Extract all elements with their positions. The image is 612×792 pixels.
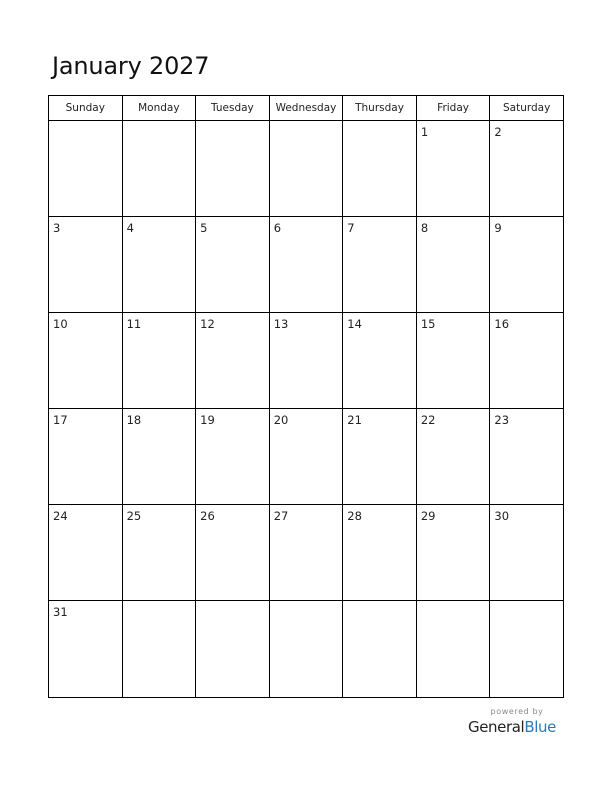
day-cell bbox=[490, 121, 564, 217]
day-number: 13 bbox=[273, 317, 289, 331]
day-number bbox=[490, 601, 563, 605]
day-number: 11 bbox=[126, 317, 142, 331]
day-number: 18 bbox=[126, 413, 142, 427]
day-number bbox=[49, 121, 122, 125]
day-number bbox=[270, 601, 343, 605]
day-number: 22 bbox=[420, 413, 436, 427]
day-cell bbox=[490, 505, 564, 601]
day-cell bbox=[122, 121, 196, 217]
day-cell bbox=[49, 505, 123, 601]
day-cell bbox=[416, 409, 490, 505]
day-number bbox=[343, 121, 416, 125]
day-cell bbox=[196, 409, 270, 505]
day-cell bbox=[343, 313, 417, 409]
day-number: 15 bbox=[420, 317, 436, 331]
week-row-5 bbox=[49, 505, 564, 601]
day-cell bbox=[416, 505, 490, 601]
day-number bbox=[196, 601, 269, 605]
day-number bbox=[123, 601, 196, 605]
day-cell bbox=[490, 409, 564, 505]
day-cell bbox=[49, 217, 123, 313]
day-cell bbox=[416, 217, 490, 313]
day-cell bbox=[343, 217, 417, 313]
day-cell bbox=[196, 313, 270, 409]
day-number: 9 bbox=[494, 221, 502, 235]
weekday-header-wednesday: Wednesday bbox=[269, 96, 343, 121]
day-number bbox=[196, 121, 269, 125]
calendar-grid bbox=[48, 95, 564, 698]
day-number: 20 bbox=[273, 413, 289, 427]
day-cell bbox=[196, 121, 270, 217]
day-number: 10 bbox=[53, 317, 68, 331]
day-number: 24 bbox=[53, 509, 68, 523]
day-number: 27 bbox=[273, 509, 289, 523]
day-cell bbox=[416, 121, 490, 217]
weekday-header-sunday: Sunday bbox=[49, 96, 123, 121]
day-cell bbox=[196, 217, 270, 313]
day-number: 23 bbox=[494, 413, 510, 427]
day-cell bbox=[49, 601, 123, 698]
day-number: 1 bbox=[420, 125, 429, 139]
day-cell bbox=[416, 313, 490, 409]
day-number bbox=[123, 121, 196, 125]
day-cell bbox=[122, 505, 196, 601]
brand-general-text: General bbox=[468, 718, 525, 736]
day-number: 14 bbox=[347, 317, 362, 331]
day-number bbox=[417, 601, 490, 605]
day-number: 4 bbox=[126, 221, 134, 235]
day-number: 6 bbox=[273, 221, 282, 235]
day-cell bbox=[343, 505, 417, 601]
day-cell bbox=[416, 601, 490, 698]
week-row-6 bbox=[49, 601, 564, 698]
calendar-title: January 2027 bbox=[52, 52, 210, 80]
day-cell bbox=[122, 409, 196, 505]
day-cell bbox=[49, 313, 123, 409]
day-number bbox=[270, 121, 343, 125]
weekday-header-saturday: Saturday bbox=[490, 96, 564, 121]
week-row-2 bbox=[49, 217, 564, 313]
day-cell bbox=[490, 601, 564, 698]
week-row-1 bbox=[49, 121, 564, 217]
day-number: 12 bbox=[200, 317, 215, 331]
day-number: 29 bbox=[420, 509, 436, 523]
day-cell bbox=[122, 313, 196, 409]
day-number: 3 bbox=[53, 221, 61, 235]
day-number: 28 bbox=[347, 509, 362, 523]
weekday-header-monday: Monday bbox=[122, 96, 196, 121]
brand-logo bbox=[468, 717, 564, 737]
day-cell bbox=[269, 121, 343, 217]
day-cell bbox=[343, 121, 417, 217]
day-cell bbox=[269, 601, 343, 698]
day-number: 2 bbox=[494, 125, 502, 139]
day-number bbox=[343, 601, 416, 605]
day-number: 7 bbox=[347, 221, 355, 235]
day-cell bbox=[49, 409, 123, 505]
generalblue-branding[interactable] bbox=[468, 707, 564, 737]
day-cell bbox=[269, 313, 343, 409]
brand-blue-text: Blue bbox=[524, 718, 556, 736]
day-cell bbox=[122, 217, 196, 313]
day-cell bbox=[269, 409, 343, 505]
day-cell bbox=[269, 217, 343, 313]
day-number: 25 bbox=[126, 509, 142, 523]
day-number: 16 bbox=[494, 317, 510, 331]
powered-by-label: powered by bbox=[490, 707, 544, 716]
day-cell bbox=[490, 313, 564, 409]
day-cell bbox=[269, 505, 343, 601]
day-cell bbox=[122, 601, 196, 698]
day-cell bbox=[196, 505, 270, 601]
day-cell bbox=[490, 217, 564, 313]
weekday-header-friday: Friday bbox=[416, 96, 490, 121]
day-cell bbox=[196, 601, 270, 698]
weekday-header-tuesday: Tuesday bbox=[196, 96, 270, 121]
day-number: 17 bbox=[53, 413, 68, 427]
day-cell bbox=[49, 121, 123, 217]
day-cell bbox=[343, 409, 417, 505]
week-row-3 bbox=[49, 313, 564, 409]
week-row-4 bbox=[49, 409, 564, 505]
day-number: 31 bbox=[53, 605, 68, 619]
day-number: 21 bbox=[347, 413, 362, 427]
day-number: 30 bbox=[494, 509, 510, 523]
day-cell bbox=[343, 601, 417, 698]
day-number: 19 bbox=[200, 413, 215, 427]
day-number: 26 bbox=[200, 509, 215, 523]
day-number: 8 bbox=[420, 221, 429, 235]
weekday-header-row bbox=[49, 96, 564, 121]
weekday-header-thursday: Thursday bbox=[343, 96, 417, 121]
day-number: 5 bbox=[200, 221, 208, 235]
